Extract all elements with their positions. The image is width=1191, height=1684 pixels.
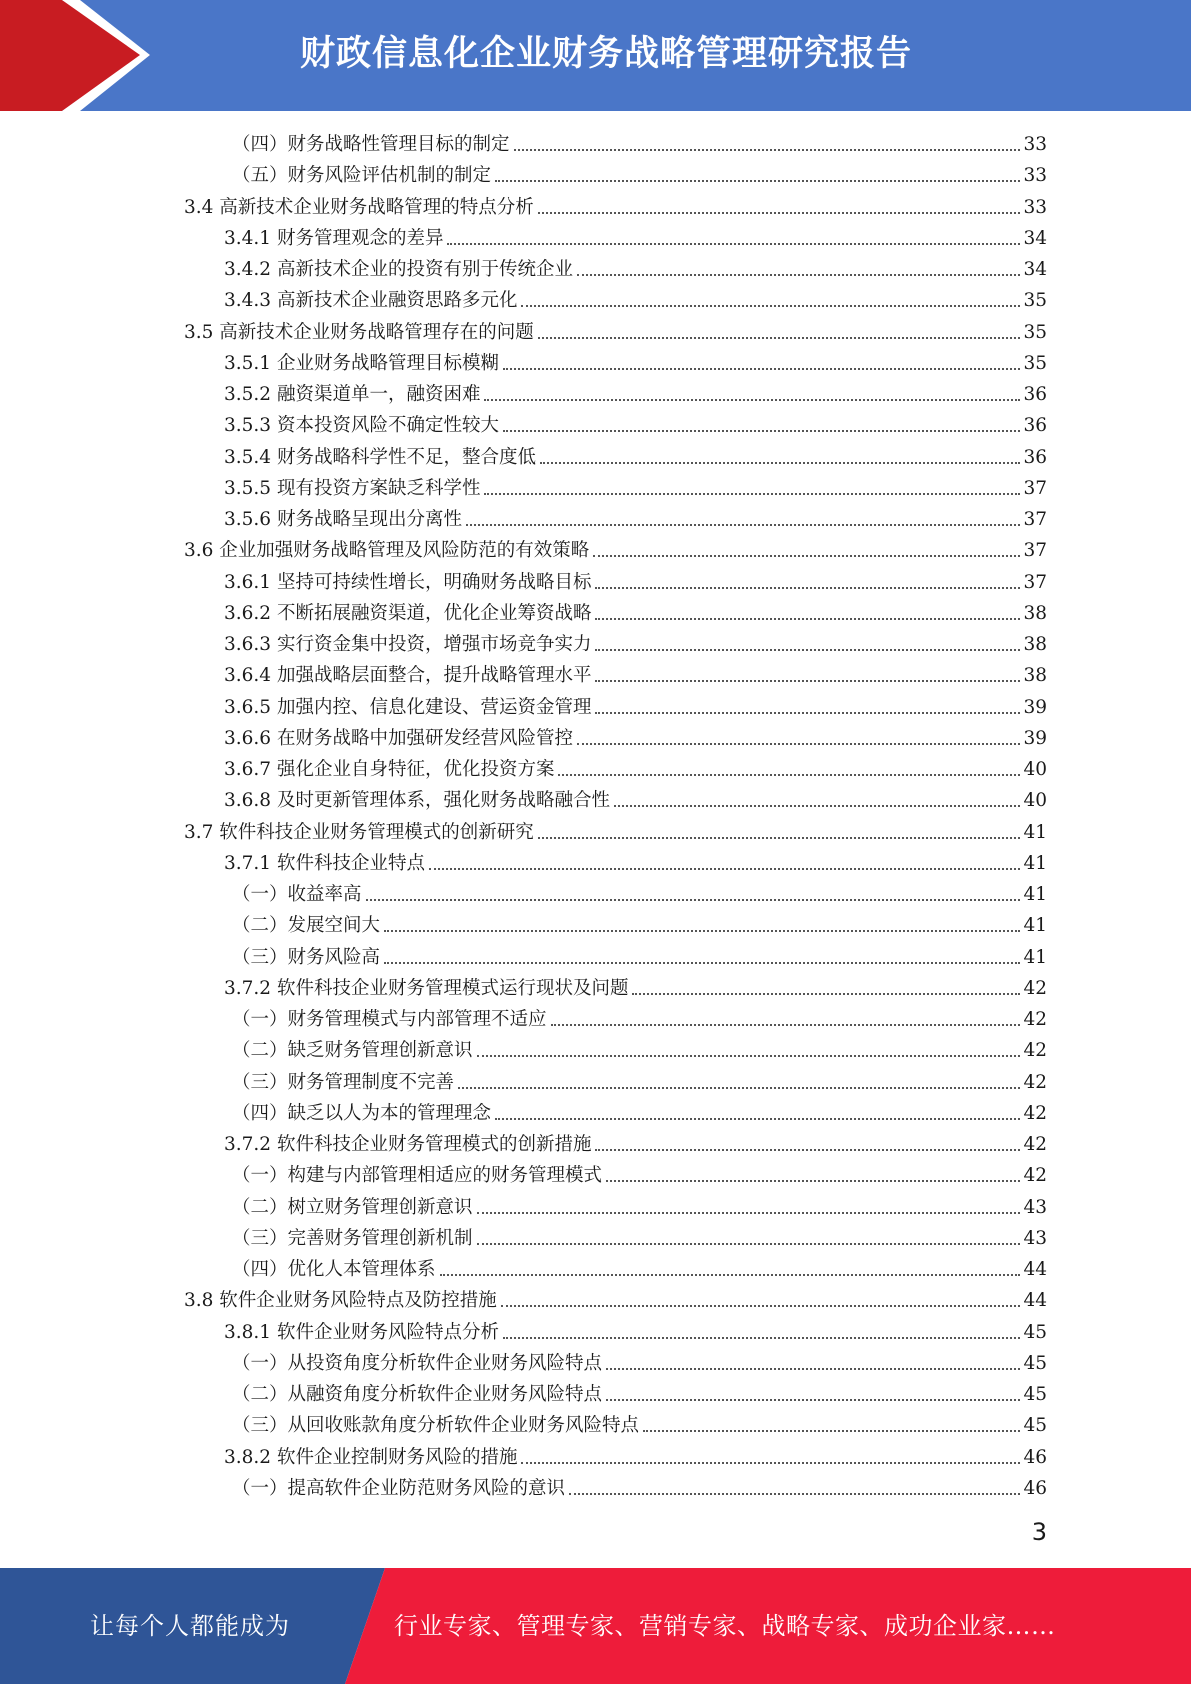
toc-dot-leader [503,367,1020,370]
toc-entry-page: 35 [1023,290,1047,312]
toc-entry-label: 3.4.2 高新技术企业的投资有别于传统企业 [224,259,573,280]
toc-entry[interactable] [232,1095,1047,1126]
toc-entry[interactable] [184,1282,1047,1313]
toc-entry-page: 43 [1023,1196,1047,1218]
toc-entry[interactable] [224,407,1047,438]
toc-entry[interactable] [224,470,1047,501]
toc-dot-leader [366,898,1021,901]
toc-entry-page: 42 [1023,1134,1047,1155]
toc-dot-leader [595,648,1020,651]
toc-entry-label: 3.6.7 强化企业自身特征，优化投资方案 [224,759,555,780]
toc-entry-label: 3.6.5 加强内控、信息化建设、营运资金管理 [224,696,592,718]
toc-dot-leader [606,1367,1020,1370]
toc-entry-page: 46 [1023,1477,1047,1499]
toc-entry-page: 42 [1023,977,1047,999]
toc-entry-label: （四）财务战略性管理目标的制定 [232,134,510,155]
toc-entry-page: 35 [1023,352,1047,374]
toc-entry-label: （一）构建与内部管理相适应的财务管理模式 [232,1165,603,1187]
toc-dot-leader [384,929,1020,932]
toc-dot-leader [595,679,1020,682]
toc-entry[interactable] [184,814,1047,845]
toc-dot-leader [593,554,1020,557]
toc-entry-label: （四）缺乏以人为本的管理理念 [232,1102,492,1124]
toc-dot-leader [384,961,1020,964]
toc-entry[interactable] [232,1001,1047,1032]
toc-entry-label: 3.7.2 软件科技企业财务管理模式的创新措施 [224,1134,592,1155]
toc-entry[interactable] [224,720,1047,751]
toc-entry-page: 42 [1023,1009,1047,1030]
toc-dot-leader [643,1429,1020,1432]
toc-entry-label: 3.6.6 在财务战略中加强研发经营风险管控 [224,727,573,749]
toc-entry-page: 41 [1023,852,1047,874]
toc-dot-leader [447,242,1020,245]
toc-entry[interactable] [224,1314,1047,1345]
toc-entry[interactable] [232,126,1047,157]
toc-entry-label: （三）从回收账款角度分析软件企业财务风险特点 [232,1415,640,1437]
toc-entry-label: （二）从融资角度分析软件企业财务风险特点 [232,1384,603,1405]
toc-entry[interactable] [232,1251,1047,1282]
toc-entry-label: （四）优化人本管理体系 [232,1259,436,1280]
toc-entry[interactable] [224,626,1047,657]
toc-entry[interactable] [224,501,1047,532]
toc-entry-label: 3.5.3 资本投资风险不确定性较大 [224,415,499,437]
toc-entry[interactable] [184,314,1047,345]
toc-entry[interactable] [232,1407,1047,1438]
toc-entry-label: （一）从投资角度分析软件企业财务风险特点 [232,1352,603,1374]
toc-entry-page: 42 [1023,1040,1047,1062]
toc-dot-leader [606,1398,1020,1401]
toc-entry[interactable] [232,1345,1047,1376]
toc-entry-label: 3.5.5 现有投资方案缺乏科学性 [224,477,481,499]
toc-entry-label: （三）完善财务管理创新机制 [232,1227,473,1249]
toc-dot-leader [577,273,1020,276]
toc-entry-page: 40 [1023,759,1047,780]
footer-slogan: 让每个人都能成为 [90,1612,290,1640]
toc-entry-label: （一）收益率高 [232,884,362,905]
toc-dot-leader [514,148,1021,151]
toc-dot-leader [477,1242,1021,1245]
toc-entry-label: 3.8.2 软件企业控制财务风险的措施 [224,1446,518,1468]
toc-entry-label: 3.6.3 实行资金集中投资，增强市场竞争实力 [224,634,592,655]
toc-entry-page: 41 [1023,915,1047,937]
toc-entry-page: 38 [1023,665,1047,687]
toc-entry-page: 35 [1023,321,1047,343]
toc-dot-leader [614,804,1020,807]
toc-dot-leader [458,1086,1020,1089]
toc-entry[interactable] [224,970,1047,1001]
toc-entry[interactable] [224,782,1047,813]
page-footer [0,1568,1191,1684]
toc-entry-page: 33 [1023,196,1047,218]
toc-entry-page: 45 [1023,1321,1047,1343]
toc-entry-page: 45 [1023,1384,1047,1405]
toc-entry[interactable] [232,876,1047,907]
toc-entry-page: 43 [1023,1227,1047,1249]
toc-entry-page: 38 [1023,634,1047,655]
page-header [0,0,1191,111]
toc-dot-leader [495,1117,1020,1120]
toc-entry-label: 3.4.3 高新技术企业融资思路多元化 [224,290,518,312]
toc-entry[interactable] [224,751,1047,782]
toc-dot-leader [429,867,1020,870]
toc-entry-page: 36 [1023,446,1047,468]
toc-entry[interactable] [232,939,1047,970]
toc-entry[interactable] [232,157,1047,188]
toc-dot-leader [521,1461,1020,1464]
toc-entry-page: 41 [1023,946,1047,968]
toc-entry-page: 37 [1023,540,1047,562]
toc-entry-label: （一）财务管理模式与内部管理不适应 [232,1009,547,1030]
toc-dot-leader [540,461,1020,464]
toc-dot-leader [595,586,1020,589]
toc-dot-leader [501,1304,1021,1307]
toc-entry-label: 3.5 高新技术企业财务战略管理存在的问题 [184,321,534,343]
toc-entry-label: （三）财务管理制度不完善 [232,1071,455,1093]
toc-entry-page: 39 [1023,696,1047,718]
toc-dot-leader [503,429,1020,432]
toc-dot-leader [538,211,1021,214]
toc-entry[interactable] [224,439,1047,470]
toc-entry[interactable] [232,1064,1047,1095]
toc-entry-label: 3.5.6 财务战略呈现出分离性 [224,509,462,530]
toc-dot-leader [606,1179,1020,1182]
toc-entry-label: （二）发展空间大 [232,915,381,937]
toc-entry-page: 45 [1023,1415,1047,1437]
toc-entry-page: 39 [1023,727,1047,749]
toc-entry-page: 42 [1023,1102,1047,1124]
toc-entry-page: 46 [1023,1446,1047,1468]
toc-entry[interactable] [224,595,1047,626]
toc-entry-page: 45 [1023,1352,1047,1374]
toc-entry-page: 38 [1023,602,1047,624]
toc-entry[interactable] [224,657,1047,688]
toc-entry-page: 41 [1023,821,1047,843]
toc-entry[interactable] [224,282,1047,313]
toc-entry-page: 44 [1023,1259,1047,1280]
toc-entry[interactable] [184,532,1047,563]
toc-dot-leader [538,836,1021,839]
toc-dot-leader [477,1054,1021,1057]
toc-dot-leader [595,1148,1020,1151]
toc-entry-label: 3.7.2 软件科技企业财务管理模式运行现状及问题 [224,977,629,999]
toc-dot-leader [569,1492,1020,1495]
toc-entry-page: 34 [1023,259,1047,280]
toc-dot-leader [632,992,1020,995]
toc-entry-page: 36 [1023,384,1047,405]
toc-entry-page: 37 [1023,571,1047,593]
toc-dot-leader [495,179,1020,182]
toc-entry[interactable] [232,907,1047,938]
toc-entry-label: 3.4.1 财务管理观念的差异 [224,227,444,249]
toc-entry[interactable] [232,1220,1047,1251]
toc-entry-label: 3.4 高新技术企业财务战略管理的特点分析 [184,196,534,218]
toc-dot-leader [484,398,1020,401]
toc-entry[interactable] [224,251,1047,282]
header-arrow-icon [0,0,160,111]
toc-dot-leader [577,742,1020,745]
toc-dot-leader [551,1023,1021,1026]
toc-dot-leader [503,1336,1020,1339]
toc-entry[interactable] [224,376,1047,407]
toc-entry[interactable] [224,564,1047,595]
toc-dot-leader [466,523,1020,526]
toc-entry-label: 3.5.1 企业财务战略管理目标模糊 [224,352,499,374]
toc-entry[interactable] [232,1470,1047,1501]
toc-entry-label: 3.6 企业加强财务战略管理及风险防范的有效策略 [184,540,590,562]
toc-dot-leader [595,711,1020,714]
toc-entry-page: 42 [1023,1165,1047,1187]
toc-entry-label: 3.6.8 及时更新管理体系，强化财务战略融合性 [224,790,610,812]
toc-entry-page: 40 [1023,790,1047,812]
toc-entry[interactable] [232,1157,1047,1188]
toc-entry[interactable] [232,1189,1047,1220]
toc-entry[interactable] [224,345,1047,376]
toc-entry[interactable] [224,845,1047,876]
toc-entry[interactable] [232,1376,1047,1407]
toc-entry-label: （二）缺乏财务管理创新意识 [232,1040,473,1062]
toc-entry-page: 42 [1023,1071,1047,1093]
toc-entry-label: （五）财务风险评估机制的制定 [232,165,492,187]
toc-entry-page: 37 [1023,509,1047,530]
toc-entry-label: 3.8 软件企业财务风险特点及防控措施 [184,1290,497,1312]
toc-dot-leader [440,1273,1021,1276]
page-number: 3 [1031,1518,1047,1546]
toc-entry-page: 41 [1023,884,1047,905]
toc-entry[interactable] [224,1126,1047,1157]
toc-entry[interactable] [224,220,1047,251]
toc-dot-leader [477,1211,1021,1214]
toc-entry-page: 36 [1023,415,1047,437]
toc-dot-leader [558,773,1020,776]
toc-entry-label: 3.6.4 加强战略层面整合，提升战略管理水平 [224,665,592,687]
toc-entry-page: 44 [1023,1290,1047,1312]
toc-entry-page: 33 [1023,165,1047,187]
toc-dot-leader [538,336,1021,339]
toc-entry-page: 33 [1023,134,1047,155]
toc-entry-page: 34 [1023,227,1047,249]
toc-entry[interactable] [232,1032,1047,1063]
toc-entry-label: 3.5.4 财务战略科学性不足，整合度低 [224,446,536,468]
toc-entry-label: （二）树立财务管理创新意识 [232,1196,473,1218]
toc-entry-label: 3.6.1 坚持可持续性增长，明确财务战略目标 [224,571,592,593]
document-title: 财政信息化企业财务战略管理研究报告 [300,34,913,74]
toc-entry-label: 3.7.1 软件科技企业特点 [224,852,425,874]
toc-dot-leader [521,304,1020,307]
toc-entry-label: 3.8.1 软件企业财务风险特点分析 [224,1321,499,1343]
toc-entry[interactable] [224,689,1047,720]
toc-entry[interactable] [224,1439,1047,1470]
toc-entry-label: （一）提高软件企业防范财务风险的意识 [232,1477,566,1499]
toc-entry-label: 3.6.2 不断拓展融资渠道，优化企业筹资战略 [224,602,592,624]
toc-entry-label: （三）财务风险高 [232,946,381,968]
toc-entry-label: 3.7 软件科技企业财务管理模式的创新研究 [184,821,534,843]
toc-dot-leader [484,492,1020,495]
footer-roles: 行业专家、管理专家、营销专家、战略专家、成功企业家…… [394,1612,1056,1640]
toc-entry-page: 37 [1023,477,1047,499]
toc-entry[interactable] [184,189,1047,220]
toc-dot-leader [595,617,1020,620]
toc-entry-label: 3.5.2 融资渠道单一，融资困难 [224,384,481,405]
